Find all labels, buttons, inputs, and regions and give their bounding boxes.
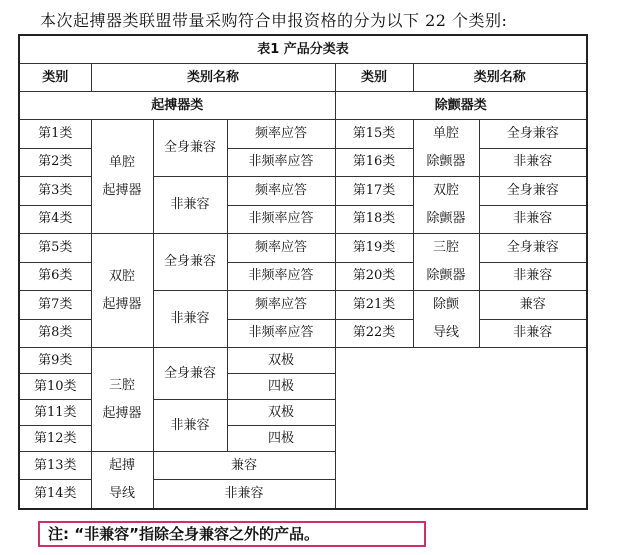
non-compat-cell: 非兼容	[153, 177, 227, 234]
header-category-right: 类别	[335, 64, 413, 92]
category-cell: 第3类	[19, 177, 91, 206]
group-defib-lead: 除颤 导线	[413, 291, 479, 348]
freq-response-cell: 频率应答	[227, 234, 335, 263]
section-defibrillator: 除颤器类	[335, 92, 587, 120]
category-cell: 第9类	[19, 348, 91, 374]
category-cell: 第8类	[19, 319, 91, 348]
non-compat-cell: 非兼容	[479, 205, 587, 234]
group-triple-chamber-defib: 三腔 除颤器	[413, 234, 479, 291]
header-name-right: 类别名称	[413, 64, 587, 92]
non-freq-response-cell: 非频率应答	[227, 262, 335, 291]
header-name-left: 类别名称	[91, 64, 335, 92]
bipolar-cell: 双极	[227, 400, 335, 426]
quadpolar-cell: 四极	[227, 374, 335, 400]
non-compat-cell: 非兼容	[479, 148, 587, 177]
category-cell: 第4类	[19, 205, 91, 234]
category-cell: 第5类	[19, 234, 91, 263]
category-cell: 第7类	[19, 291, 91, 320]
group-pacing-lead: 起搏 导线	[91, 452, 153, 510]
full-compat-cell: 全身兼容	[153, 348, 227, 400]
category-cell: 第11类	[19, 400, 91, 426]
group-single-chamber-pacemaker: 单腔 起搏器	[91, 120, 153, 234]
category-cell: 第17类	[335, 177, 413, 206]
compat-cell: 兼容	[479, 291, 587, 320]
footnote: 注: “非兼容”指除全身兼容之外的产品。	[38, 521, 426, 547]
category-cell: 第19类	[335, 234, 413, 263]
intro-text: 本次起搏器类联盟带量采购符合申报资格的分为以下 22 个类别:	[40, 11, 508, 30]
full-compat-cell: 全身兼容	[479, 177, 587, 206]
group-dual-chamber-defib: 双腔 除颤器	[413, 177, 479, 234]
category-cell: 第6类	[19, 262, 91, 291]
category-cell: 第21类	[335, 291, 413, 320]
non-compat-cell: 非兼容	[479, 262, 587, 291]
section-pacemaker: 起搏器类	[19, 92, 335, 120]
freq-response-cell: 频率应答	[227, 177, 335, 206]
quadpolar-cell: 四极	[227, 426, 335, 452]
category-cell: 第1类	[19, 120, 91, 149]
category-cell: 第22类	[335, 319, 413, 348]
non-compat-cell: 非兼容	[153, 480, 335, 509]
freq-response-cell: 频率应答	[227, 120, 335, 149]
empty-area	[335, 348, 587, 510]
full-compat-cell: 全身兼容	[153, 234, 227, 291]
non-compat-cell: 非兼容	[153, 291, 227, 348]
header-category-left: 类别	[19, 64, 91, 92]
category-cell: 第13类	[19, 452, 91, 480]
full-compat-cell: 全身兼容	[479, 120, 587, 149]
category-cell: 第14类	[19, 480, 91, 509]
category-cell: 第12类	[19, 426, 91, 452]
category-cell: 第2类	[19, 148, 91, 177]
category-cell: 第20类	[335, 262, 413, 291]
full-compat-cell: 全身兼容	[153, 120, 227, 177]
category-cell: 第16类	[335, 148, 413, 177]
category-cell: 第15类	[335, 120, 413, 149]
group-single-chamber-defib: 单腔 除颤器	[413, 120, 479, 177]
freq-response-cell: 频率应答	[227, 291, 335, 320]
non-freq-response-cell: 非频率应答	[227, 148, 335, 177]
table-caption: 表1 产品分类表	[19, 35, 587, 64]
bipolar-cell: 双极	[227, 348, 335, 374]
non-compat-cell: 非兼容	[479, 319, 587, 348]
category-cell: 第18类	[335, 205, 413, 234]
non-freq-response-cell: 非频率应答	[227, 205, 335, 234]
non-freq-response-cell: 非频率应答	[227, 319, 335, 348]
group-triple-chamber-pacemaker: 三腔 起搏器	[91, 348, 153, 452]
full-compat-cell: 全身兼容	[479, 234, 587, 263]
product-classification-table	[18, 34, 588, 510]
compat-cell: 兼容	[153, 452, 335, 480]
group-dual-chamber-pacemaker: 双腔 起搏器	[91, 234, 153, 348]
non-compat-cell: 非兼容	[153, 400, 227, 452]
category-cell: 第10类	[19, 374, 91, 400]
